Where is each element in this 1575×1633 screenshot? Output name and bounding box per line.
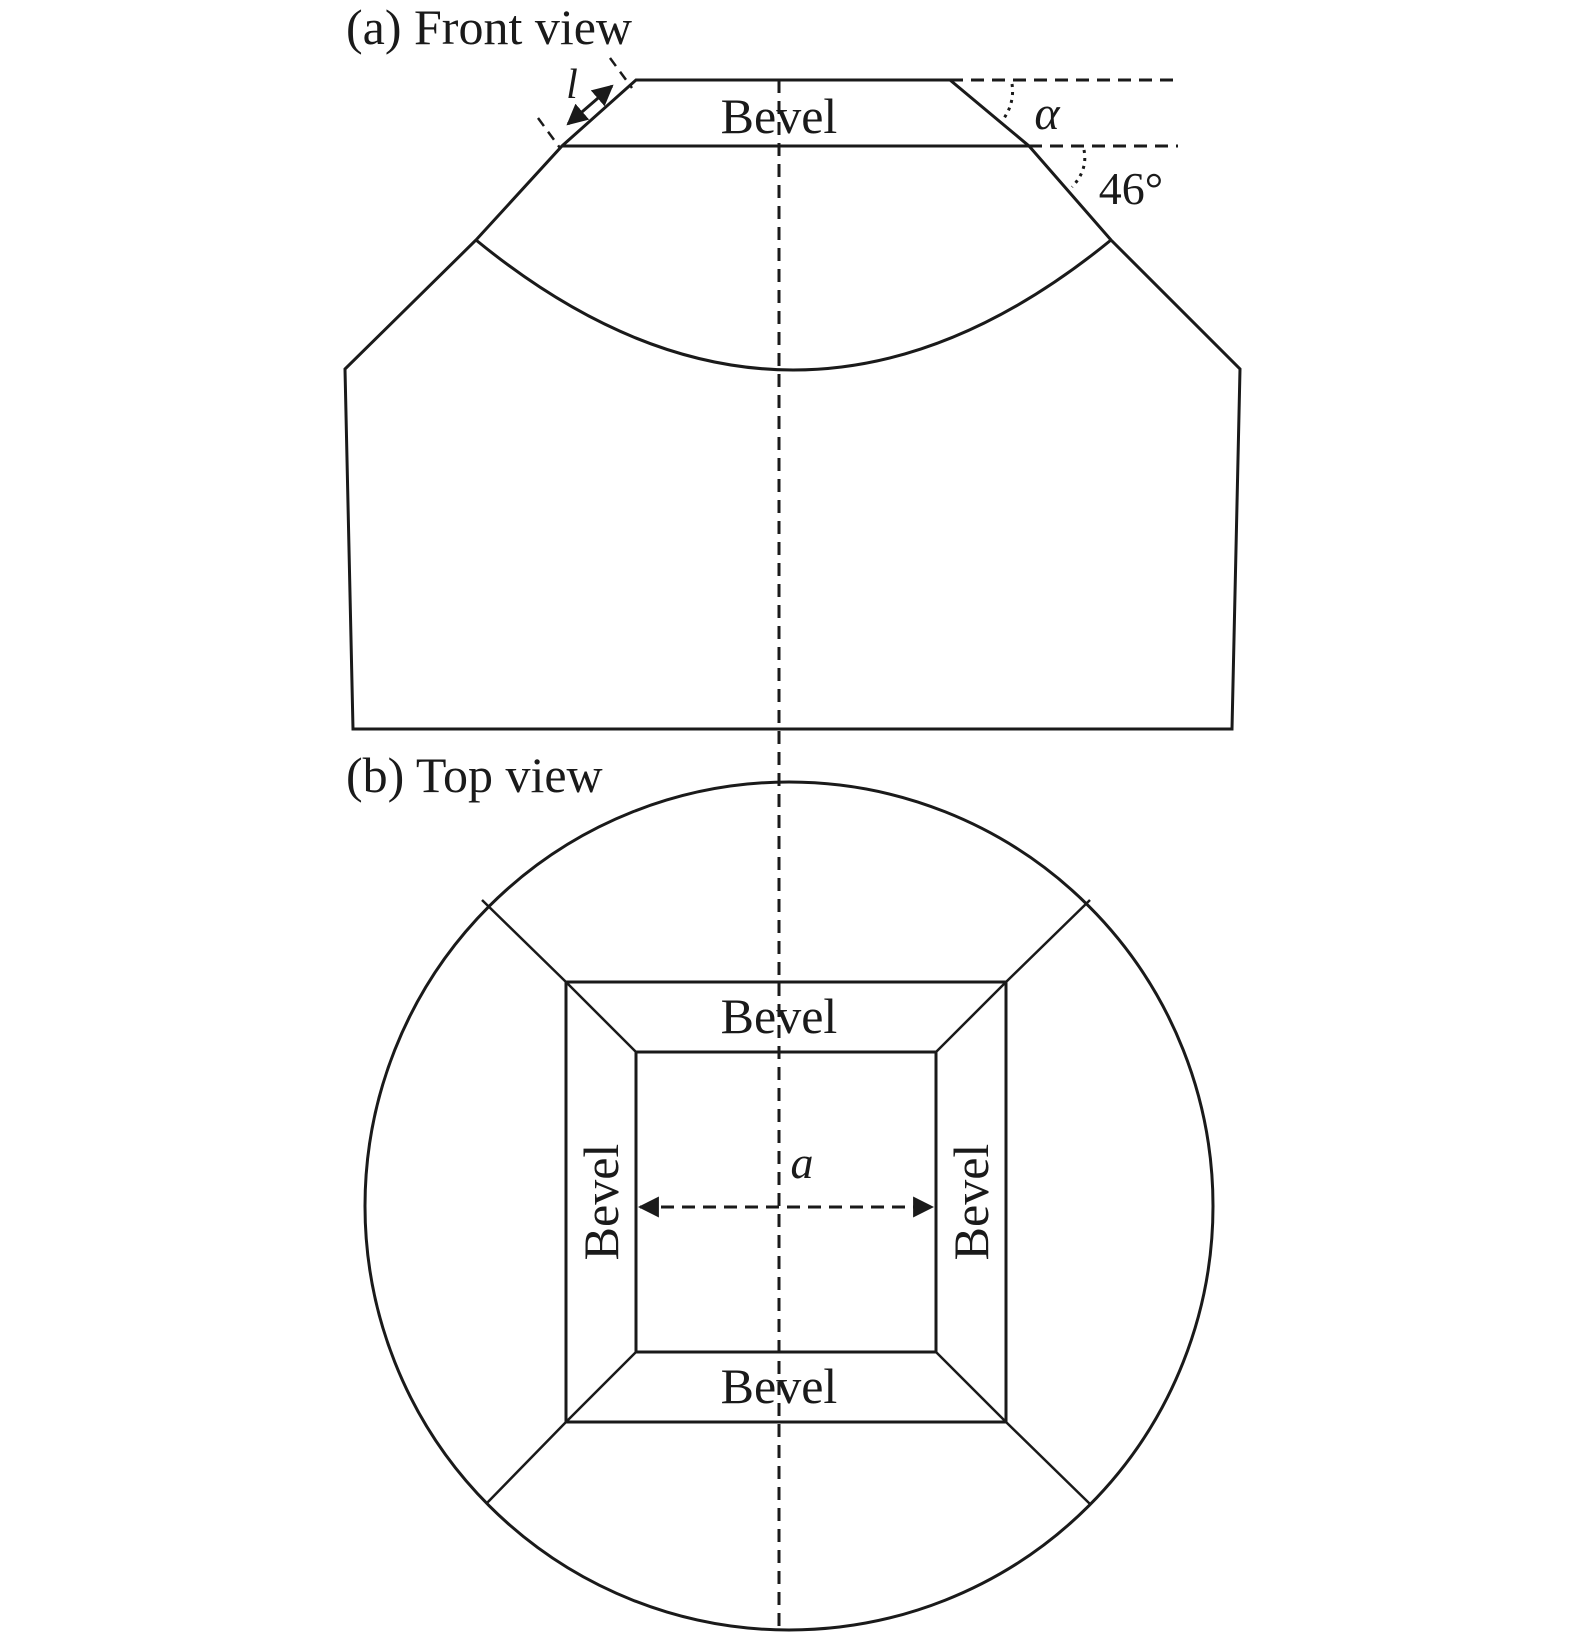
length-symbol: l [566, 62, 578, 108]
front-bevel-label: Bevel [720, 88, 838, 144]
top-bevel-label-right: Bevel [943, 1143, 999, 1261]
angle-46-label: 46° [1098, 163, 1164, 214]
diagonal-line-br [1006, 1422, 1090, 1504]
bevel-corner-line-tl [566, 982, 636, 1052]
top-inner-square [636, 1052, 936, 1352]
top-bevel-label-bottom: Bevel [720, 1358, 838, 1414]
top-bevel-label-top: Bevel [720, 988, 838, 1044]
top-bevel-label-left: Bevel [573, 1143, 629, 1261]
length-extension-bottom [538, 118, 560, 148]
diagonal-line-bl [486, 1422, 566, 1504]
diagonal-line-tl [482, 900, 566, 982]
bevel-corner-line-tr [936, 982, 1006, 1052]
angle-46-arc [1072, 150, 1085, 187]
front-curved-surface [476, 240, 1111, 370]
bevel-corner-line-bl [566, 1352, 636, 1422]
alpha-symbol: α [1034, 87, 1060, 140]
bevel-corner-line-br [936, 1352, 1006, 1422]
alpha-angle-arc [1002, 84, 1013, 121]
front-view-caption: (a) Front view [346, 0, 633, 55]
length-extension-top [610, 58, 632, 88]
top-view-caption: (b) Top view [346, 747, 603, 803]
side-symbol: a [790, 1137, 814, 1188]
diagonal-line-tr [1006, 900, 1090, 982]
